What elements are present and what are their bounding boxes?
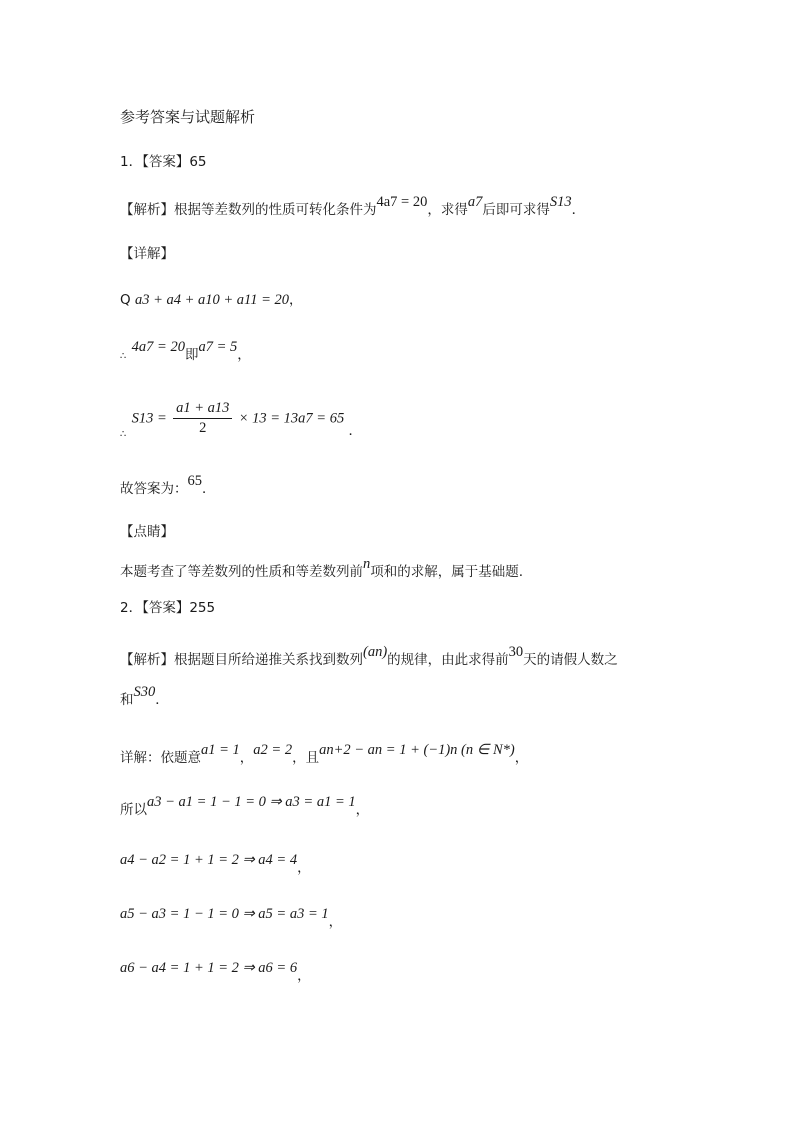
q2-detail-a2: a2 = 2 xyxy=(253,742,293,758)
q1-step1-expr: a3 + a4 + a10 + a11 = 20 xyxy=(134,292,289,308)
q1-conclusion-end: ． xyxy=(202,481,216,497)
q2-analysis-text3: 天的请假人数之 xyxy=(523,652,618,668)
q2-eq4-expr: a6 − a4 = 1 + 1 = 2 ⇒ a6 = 6 xyxy=(120,960,298,976)
q1-step2-ji: 即 xyxy=(184,347,199,363)
q1-step1 xyxy=(120,290,303,310)
q2-analysis-he: 和 xyxy=(120,692,134,708)
q2-eq2 xyxy=(120,852,311,878)
because-symbol: Q xyxy=(120,292,131,308)
q2-analysis-line xyxy=(120,644,618,670)
fraction-denominator: 2 xyxy=(199,420,207,436)
q1-analysis-line xyxy=(120,194,586,220)
q1-answer-line xyxy=(120,152,207,172)
q2-eq1-end: ， xyxy=(355,802,370,818)
q2-eq1 xyxy=(120,794,370,820)
q2-eq2-expr: a4 − a2 = 1 + 1 = 2 ⇒ a4 = 4 xyxy=(120,852,298,868)
q1-step1-end: ， xyxy=(289,292,303,308)
q2-eq3-expr: a5 − a3 = 1 − 1 = 0 ⇒ a5 = a3 = 1 xyxy=(120,906,329,922)
therefore-symbol: ∴ xyxy=(120,428,128,440)
q2-analysis-text: 根据题目所给递推关系找到数列 xyxy=(174,652,363,668)
q2-detail-sep: ， xyxy=(239,750,254,766)
q2-detail-line xyxy=(120,742,529,768)
q2-answer-value: 255 xyxy=(189,600,216,616)
q1-number: 1． xyxy=(120,154,143,170)
q1-step2 xyxy=(120,339,251,367)
q1-conclusion-text: 故答案为： xyxy=(120,481,188,497)
q1-step2-expr2: a7 = 5 xyxy=(198,339,238,355)
q1-step3 xyxy=(120,400,363,440)
q2-analysis-tag: 【解析】 xyxy=(120,652,174,668)
q2-answer-line xyxy=(120,598,215,618)
q1-conclusion-value: 65 xyxy=(187,473,202,489)
q2-number: 2． xyxy=(120,600,143,616)
q2-analysis-seq: (an) xyxy=(363,644,388,660)
q1-step2-end: ， xyxy=(237,347,251,363)
q2-analysis-text2: 的规律，由此求得前 xyxy=(387,652,509,668)
q2-detail-recurrence: an+2 − an = 1 + (−1)n (n ∈ N*) xyxy=(319,742,515,758)
q1-step3-rhs: × 13 = 13a7 = 65 xyxy=(238,410,345,427)
q1-analysis-text3: 后即可求得 xyxy=(482,202,550,218)
q2-eq3-end: ， xyxy=(328,914,343,930)
q1-analysis-text: 根据等差数列的性质可转化条件为 xyxy=(174,202,377,218)
q1-step2-expr: 4a7 = 20 xyxy=(131,339,185,355)
q1-step3-fraction xyxy=(173,400,232,437)
q1-conclusion xyxy=(120,473,216,499)
q2-suoyi: 所以 xyxy=(120,802,147,818)
q2-detail-text: 详解：依题意 xyxy=(120,750,201,766)
q1-comment xyxy=(120,556,524,582)
q2-answer-tag: 【答案】 xyxy=(142,600,190,616)
q1-step3-end: ． xyxy=(348,422,363,439)
q2-detail-a1: a1 = 1 xyxy=(201,742,240,758)
q2-detail-qie: ，且 xyxy=(292,750,320,766)
fraction-numerator: a1 + a13 xyxy=(173,400,232,419)
q1-analysis-s13: S13 xyxy=(549,194,572,210)
q2-eq4-end: ， xyxy=(297,968,311,984)
q1-detail-tag: 【详解】 xyxy=(120,246,174,262)
q1-answer-tag: 【答案】 xyxy=(142,154,190,170)
q1-analysis-end: ． xyxy=(571,202,586,218)
q2-eq2-end: ， xyxy=(297,860,311,876)
q1-answer-value: 65 xyxy=(189,154,207,170)
q2-eq3 xyxy=(120,906,343,932)
q1-comment-n: n xyxy=(363,556,371,572)
q2-analysis-line2 xyxy=(120,684,169,710)
q2-eq1-expr: a3 − a1 = 1 − 1 = 0 ⇒ a3 = a1 = 1 xyxy=(147,794,356,810)
q1-analysis-tag: 【解析】 xyxy=(120,202,174,218)
q1-analysis-condition: 4a7 = 20 xyxy=(376,194,428,210)
q2-analysis-end: ． xyxy=(155,692,169,708)
q1-comment-tag: 【点睛】 xyxy=(120,524,174,540)
q1-analysis-a7: a7 xyxy=(467,194,483,210)
q2-detail-end: ， xyxy=(514,750,529,766)
q2-eq4 xyxy=(120,960,311,986)
q1-step3-lhs: S13 = xyxy=(131,410,167,427)
page-heading: 参考答案与试题解析 xyxy=(120,108,256,126)
q2-analysis-s30: S30 xyxy=(133,684,156,700)
therefore-symbol: ∴ xyxy=(120,351,128,362)
q2-analysis-30: 30 xyxy=(508,644,524,660)
q1-comment-text2: 项和的求解，属于基础题. xyxy=(370,564,524,580)
q1-comment-text: 本题考查了等差数列的性质和等差数列前 xyxy=(120,564,363,580)
q1-analysis-text2: ，求得 xyxy=(427,202,468,218)
